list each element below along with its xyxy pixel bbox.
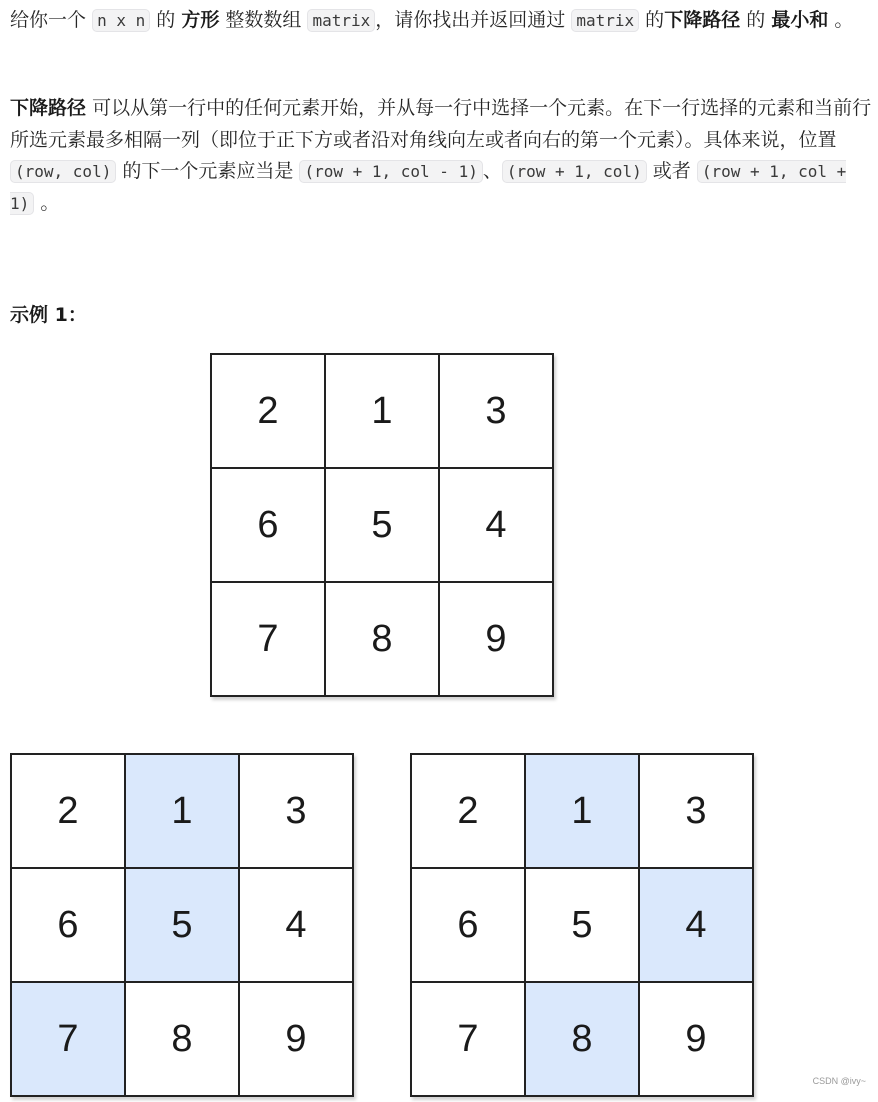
- grid-cell: 4: [240, 869, 354, 983]
- grid-cell: 2: [412, 755, 526, 869]
- grid-cell-highlighted: 5: [126, 869, 240, 983]
- grid-cell: 3: [240, 755, 354, 869]
- grid-cell: 9: [440, 583, 554, 697]
- intro-text: 。: [834, 9, 854, 31]
- grid-cell-highlighted: 1: [126, 755, 240, 869]
- bold-falling-path: 下降路径: [10, 97, 87, 119]
- code-matrix: matrix: [307, 9, 375, 32]
- grid-cell: 2: [12, 755, 126, 869]
- grid-cell-highlighted: 8: [526, 983, 640, 1097]
- grid-cell: 6: [12, 869, 126, 983]
- code-next-right: (row + 1, col + 1): [10, 162, 847, 213]
- grid-cell: 7: [412, 983, 526, 1097]
- code-n-x-n: n x n: [92, 9, 150, 32]
- bold-falling-path: 下降路径: [664, 9, 741, 31]
- grid-cell-highlighted: 7: [12, 983, 126, 1097]
- grid-cell: 8: [126, 983, 240, 1097]
- intro-text: 的: [746, 9, 766, 31]
- intro-text: 的: [645, 9, 665, 31]
- grid-cell: 2: [212, 355, 326, 469]
- watermark: CSDN @ivy~: [812, 1076, 866, 1086]
- grid-cell: 7: [212, 583, 326, 697]
- definition-text: 、: [482, 160, 502, 182]
- intro-text: ，请你找出并返回通过: [375, 9, 566, 31]
- grid-cell-highlighted: 4: [640, 869, 754, 983]
- grid-cell: 6: [212, 469, 326, 583]
- code-next-down: (row + 1, col): [502, 160, 647, 183]
- definition-text: 的下一个元素应当是: [122, 160, 294, 182]
- grid-cell: 8: [326, 583, 440, 697]
- code-next-left: (row + 1, col - 1): [299, 160, 482, 183]
- grid-cell: 4: [440, 469, 554, 583]
- grid-cell: 9: [640, 983, 754, 1097]
- path-grid-1: [10, 753, 354, 1097]
- grid-cell-highlighted: 1: [526, 755, 640, 869]
- intro-text: 的: [156, 9, 176, 31]
- definition-text: 可以从第一行中的任何元素开始，并从每一行中选择一个元素。在下一行选择的元素和当前行所选元素最多相隔一列（即位于正下方或者沿对角线向左或者向右的第一个元素）。具体来说，位置: [10, 97, 872, 151]
- intro-text: 整数数组: [225, 9, 302, 31]
- example-heading: 示例 1：: [10, 304, 87, 326]
- grid-cell: 5: [526, 869, 640, 983]
- intro-text: 给你一个: [10, 9, 87, 31]
- matrix-grid: [210, 353, 554, 697]
- grid-cell: 3: [640, 755, 754, 869]
- grid-cell: 6: [412, 869, 526, 983]
- definition-text: 或者: [652, 160, 691, 182]
- grid-cell: 9: [240, 983, 354, 1097]
- problem-definition: [10, 93, 876, 219]
- path-grid-2: [410, 753, 754, 1097]
- code-position: (row, col): [10, 160, 116, 183]
- bold-min-sum: 最小和: [771, 9, 829, 31]
- problem-intro: [10, 5, 876, 37]
- grid-cell: 3: [440, 355, 554, 469]
- code-matrix: matrix: [571, 9, 639, 32]
- grid-cell: 1: [326, 355, 440, 469]
- bold-square: 方形: [181, 9, 220, 31]
- grid-cell: 5: [326, 469, 440, 583]
- definition-text: 。: [40, 191, 60, 214]
